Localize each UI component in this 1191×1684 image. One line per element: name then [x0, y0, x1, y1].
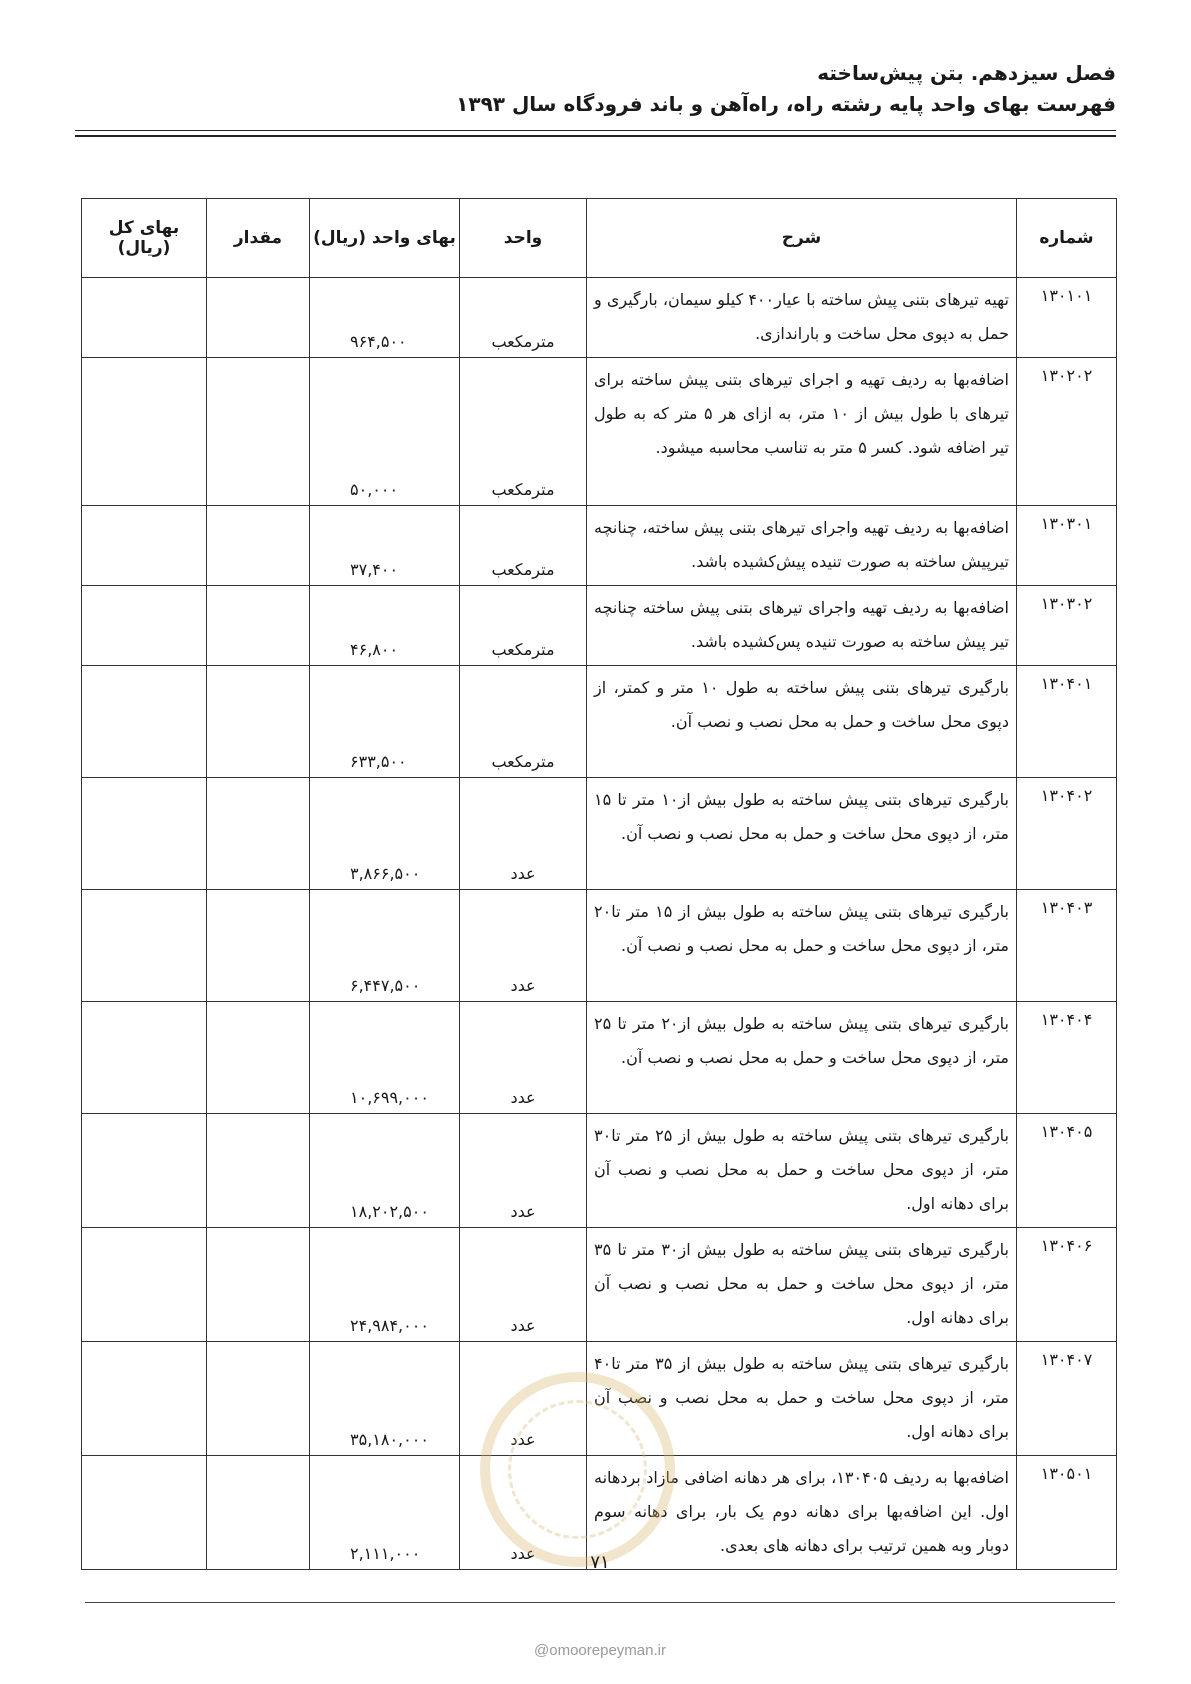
row-description: اضافه‌بها به ردیف تهیه و اجرای تیرهای بتنی پیش ساخته برای تیرهای با طول بیش از ۱۰ متر، به ازای هر ۵ متر که به طول تیر اضافه شود. کسر ۵ متر به تناسب محاسبه میشود.	[587, 358, 1017, 506]
row-quantity	[207, 358, 310, 506]
row-description: بارگیری تیرهای بتنی پیش ساخته به طول بیش از۱۰ متر تا ۱۵ متر، از دپوی محل ساخت و حمل به محل نصب و نصب آن.	[587, 778, 1017, 890]
footer-rule	[85, 1602, 1115, 1603]
header-rule-thick	[75, 135, 1116, 137]
header-unit-price: بهای واحد (ریال)	[310, 199, 460, 278]
header-total: بهای کل (ریال)	[82, 199, 207, 278]
row-description: تهیه تیرهای بتنی پیش ساخته با عیار۴۰۰ کیلو سیمان، بارگیری و حمل به دپوی محل ساخت و باراندازی.	[587, 278, 1017, 358]
table-row	[82, 506, 1117, 586]
row-unit: مترمکعب	[460, 506, 587, 586]
row-unit: عدد	[460, 778, 587, 890]
row-number: ۱۳۰۵۰۱	[1017, 1456, 1117, 1570]
row-total	[82, 1342, 207, 1456]
row-unit: عدد	[460, 1228, 587, 1342]
row-quantity	[207, 506, 310, 586]
row-total	[82, 778, 207, 890]
row-unit-price: ۴۶,۸۰۰	[310, 586, 460, 666]
row-unit-price: ۹۶۴,۵۰۰	[310, 278, 460, 358]
table-row	[82, 890, 1117, 1002]
row-quantity	[207, 778, 310, 890]
row-unit: مترمکعب	[460, 358, 587, 506]
row-unit-price: ۲,۱۱۱,۰۰۰	[310, 1456, 460, 1570]
row-description: بارگیری تیرهای بتنی پیش ساخته به طول بیش از۳۰ متر تا ۳۵ متر، از دپوی محل ساخت و حمل به محل نصب و نصب آن برای دهانه اول.	[587, 1228, 1017, 1342]
row-quantity	[207, 586, 310, 666]
row-number: ۱۳۰۴۰۵	[1017, 1114, 1117, 1228]
header-description: شرح	[587, 199, 1017, 278]
row-total	[82, 1114, 207, 1228]
row-unit: عدد	[460, 1342, 587, 1456]
row-quantity	[207, 666, 310, 778]
row-number: ۱۳۰۴۰۱	[1017, 666, 1117, 778]
row-number: ۱۳۰۴۰۲	[1017, 778, 1117, 890]
price-list-table	[81, 198, 1117, 1570]
row-quantity	[207, 1456, 310, 1570]
row-description: بارگیری تیرهای بتنی پیش ساخته به طول بیش از۲۰ متر تا ۲۵ متر، از دپوی محل ساخت و حمل به محل نصب و نصب آن.	[587, 1002, 1017, 1114]
row-quantity	[207, 278, 310, 358]
row-number: ۱۳۰۲۰۲	[1017, 358, 1117, 506]
row-quantity	[207, 1002, 310, 1114]
row-unit-price: ۵۰,۰۰۰	[310, 358, 460, 506]
row-unit-price: ۲۴,۹۸۴,۰۰۰	[310, 1228, 460, 1342]
row-number: ۱۳۰۱۰۱	[1017, 278, 1117, 358]
row-description: اضافه‌بها به ردیف تهیه واجرای تیرهای بتنی پیش ساخته چنانچه تیر پیش ساخته به صورت تنیده پس‌کشیده باشد.	[587, 586, 1017, 666]
table-row	[82, 666, 1117, 778]
header-quantity: مقدار	[207, 199, 310, 278]
row-unit-price: ۶,۴۴۷,۵۰۰	[310, 890, 460, 1002]
row-description: بارگیری تیرهای بتنی پیش ساخته به طول بیش از ۱۵ متر تا۲۰ متر، از دپوی محل ساخت و حمل به محل نصب و نصب آن.	[587, 890, 1017, 1002]
row-unit-price: ۳۵,۱۸۰,۰۰۰	[310, 1342, 460, 1456]
table-row	[82, 278, 1117, 358]
row-unit: عدد	[460, 890, 587, 1002]
row-quantity	[207, 1342, 310, 1456]
row-total	[82, 506, 207, 586]
row-number: ۱۳۰۳۰۱	[1017, 506, 1117, 586]
table-header-row	[82, 199, 1117, 278]
row-total	[82, 586, 207, 666]
row-total	[82, 278, 207, 358]
page-header	[76, 58, 1116, 120]
row-total	[82, 1002, 207, 1114]
row-description: بارگیری تیرهای بتنی پیش ساخته به طول ۱۰ متر و کمتر، از دپوی محل ساخت و حمل به محل نصب و نصب آن.	[587, 666, 1017, 778]
row-unit-price: ۳,۸۶۶,۵۰۰	[310, 778, 460, 890]
row-total	[82, 1456, 207, 1570]
row-description: بارگیری تیرهای بتنی پیش ساخته به طول بیش از ۳۵ متر تا۴۰ متر، از دپوی محل ساخت و حمل به محل نصب و نصب آن برای دهانه اول.	[587, 1342, 1017, 1456]
row-description: اضافه‌بها به ردیف تهیه واجرای تیرهای بتنی پیش ساخته، چنانچه تیرپیش ساخته به صورت تنیده پیش‌کشیده باشد.	[587, 506, 1017, 586]
row-total	[82, 1228, 207, 1342]
row-description: بارگیری تیرهای بتنی پیش ساخته به طول بیش از ۲۵ متر تا۳۰ متر، از دپوی محل ساخت و حمل به محل نصب و نصب آن برای دهانه اول.	[587, 1114, 1017, 1228]
row-number: ۱۳۰۴۰۶	[1017, 1228, 1117, 1342]
row-quantity	[207, 1114, 310, 1228]
row-unit: مترمکعب	[460, 278, 587, 358]
header-rule-thin	[75, 130, 1116, 131]
row-number: ۱۳۰۴۰۳	[1017, 890, 1117, 1002]
row-quantity	[207, 890, 310, 1002]
row-unit-price: ۳۷,۴۰۰	[310, 506, 460, 586]
table-row	[82, 586, 1117, 666]
row-total	[82, 358, 207, 506]
document-subtitle: فهرست بهای واحد پایه رشته راه، راه‌آهن و باند فرودگاه سال ۱۳۹۳	[456, 92, 1116, 116]
row-quantity	[207, 1228, 310, 1342]
table-row	[82, 778, 1117, 890]
row-total	[82, 890, 207, 1002]
table-row	[82, 1002, 1117, 1114]
header-number: شماره	[1017, 199, 1117, 278]
chapter-title: فصل سیزدهم. بتن پیش‌ساخته	[817, 61, 1116, 85]
row-unit: عدد	[460, 1114, 587, 1228]
table-row	[82, 1228, 1117, 1342]
website-watermark: @omoorepeyman.ir	[534, 1642, 666, 1659]
table-row	[82, 358, 1117, 506]
row-unit-price: ۶۳۳,۵۰۰	[310, 666, 460, 778]
row-number: ۱۳۰۳۰۲	[1017, 586, 1117, 666]
header-unit: واحد	[460, 199, 587, 278]
row-number: ۱۳۰۴۰۷	[1017, 1342, 1117, 1456]
row-unit: مترمکعب	[460, 586, 587, 666]
row-unit: مترمکعب	[460, 666, 587, 778]
row-number: ۱۳۰۴۰۴	[1017, 1002, 1117, 1114]
row-total	[82, 666, 207, 778]
table-row	[82, 1114, 1117, 1228]
row-unit: عدد	[460, 1456, 587, 1570]
watermark-gear-icon	[508, 1400, 647, 1539]
row-unit-price: ۱۸,۲۰۲,۵۰۰	[310, 1114, 460, 1228]
row-description: اضافه‌بها به ردیف ۱۳۰۴۰۵، برای هر دهانه اضافی مازاد بردهانه اول. این اضافه‌بها برای دهانه دوم یک بار، برای دهانه سوم دوبار وبه همین ترتیب برای دهانه های بعدی.	[587, 1456, 1017, 1570]
row-unit-price: ۱۰,۶۹۹,۰۰۰	[310, 1002, 460, 1114]
row-unit: عدد	[460, 1002, 587, 1114]
page-number: ۷۱	[590, 1552, 610, 1573]
